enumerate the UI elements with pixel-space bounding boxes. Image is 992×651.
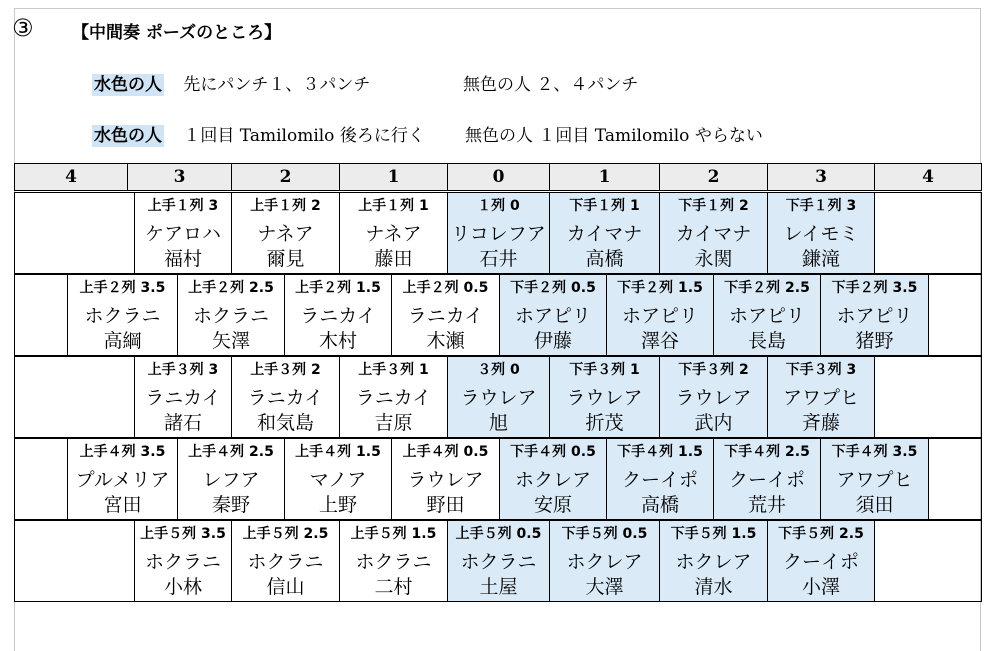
costume-name: ラニカイ	[407, 305, 484, 327]
dancer-name: 清水	[694, 576, 733, 598]
dancer-name: 安原	[533, 494, 572, 516]
position-label: 上手２列 2.5	[188, 280, 274, 296]
position-label: ３列 0	[477, 362, 520, 378]
position-label: 上手３列 1	[358, 362, 429, 378]
costume-name: アワプヒ	[836, 469, 913, 491]
column-header: 0	[447, 163, 550, 191]
dancer-cell	[134, 520, 232, 602]
dancer-cell	[447, 192, 550, 274]
dancer-name: 爾見	[266, 248, 305, 270]
costume-name: ラウレア	[460, 387, 537, 409]
costume-name: ホアピリ	[728, 305, 805, 327]
dancer-name: 旭	[488, 412, 508, 434]
position-label: 上手２列 1.5	[295, 280, 381, 296]
empty-cell	[14, 438, 68, 520]
costume-name: ラウレア	[566, 387, 643, 409]
empty-cell	[874, 520, 982, 602]
dancer-name: 鎌滝	[801, 248, 840, 270]
dancer-cell	[713, 438, 821, 520]
position-label: 上手１列 1	[358, 198, 429, 214]
position-label: 上手３列 2	[250, 362, 321, 378]
formation-table	[14, 163, 980, 599]
dancer-cell	[391, 274, 500, 356]
costume-name: クーイポ	[621, 469, 698, 491]
position-label: 上手５列 1.5	[350, 526, 437, 542]
costume-name: ラニカイ	[355, 387, 432, 409]
dancer-name: 諸石	[163, 412, 202, 434]
empty-cell	[928, 438, 982, 520]
dancer-name: 高綱	[103, 330, 142, 352]
costume-name: ホクレア	[675, 551, 752, 573]
position-label: 下手４列 0.5	[510, 444, 596, 460]
position-label: 下手２列 2.5	[724, 280, 810, 296]
dancer-cell	[339, 356, 448, 438]
costume-name: ホアピリ	[621, 305, 698, 327]
costume-name: ホクレア	[514, 469, 591, 491]
costume-name: ホアピリ	[514, 305, 591, 327]
dancer-cell	[767, 356, 875, 438]
dancer-cell	[659, 520, 768, 602]
costume-name: リコレフア	[451, 223, 546, 245]
column-header: 3	[767, 163, 875, 191]
dancer-cell	[767, 192, 875, 274]
empty-cell	[874, 192, 982, 274]
empty-cell	[14, 520, 135, 602]
costume-name: アワプヒ	[782, 387, 859, 409]
costume-name: ラウレア	[675, 387, 752, 409]
position-label: 下手５列 0.5	[561, 526, 648, 542]
dancer-name: 吉原	[374, 412, 413, 434]
column-header: 1	[339, 163, 448, 191]
dancer-cell	[447, 356, 550, 438]
position-label: 上手２列 0.5	[402, 280, 489, 296]
section-number: ③	[12, 14, 34, 42]
dancer-cell	[820, 438, 929, 520]
dancer-cell	[549, 356, 660, 438]
instruction-text: 先にパンチ１、３パンチ	[183, 75, 371, 95]
dancer-name: 永関	[694, 248, 733, 270]
dancer-cell	[284, 274, 392, 356]
position-label: 上手３列 3	[147, 362, 219, 378]
position-label: 上手１列 3	[147, 198, 219, 214]
empty-cell	[14, 356, 135, 438]
dancer-cell	[713, 274, 821, 356]
dancer-name: 藤田	[374, 248, 413, 270]
costume-name: カイマナ	[566, 223, 643, 245]
position-label: 上手５列 3.5	[140, 526, 226, 542]
dancer-name: 小林	[163, 576, 202, 598]
position-label: 上手４列 0.5	[402, 444, 489, 460]
empty-cell	[928, 274, 982, 356]
dancer-name: 和気島	[256, 412, 314, 434]
dancer-cell	[284, 438, 392, 520]
position-label: 下手２列 0.5	[510, 280, 596, 296]
costume-name: ホクラニ	[355, 551, 432, 573]
costume-name: ラニカイ	[247, 387, 324, 409]
dancer-name: 秦野	[211, 494, 250, 516]
dancer-name: 矢澤	[211, 330, 250, 352]
costume-name: ナネア	[257, 223, 314, 245]
position-label: 下手３列 3	[785, 362, 857, 378]
costume-name: ホクラニ	[247, 551, 324, 573]
position-label: 下手２列 1.5	[617, 280, 703, 296]
dancer-cell	[231, 356, 340, 438]
dancer-cell	[339, 192, 448, 274]
costume-name: ホクレア	[566, 551, 643, 573]
position-label: 上手５列 0.5	[455, 526, 542, 542]
dancer-cell	[231, 192, 340, 274]
costume-name: マノア	[309, 469, 367, 491]
instruction-1-blue	[92, 70, 370, 95]
dancer-cell	[177, 274, 285, 356]
costume-name: ナネア	[365, 223, 422, 245]
costume-name: ホアピリ	[836, 305, 913, 327]
instruction-text: １回目 Tamilomilo 後ろに行く	[183, 126, 425, 146]
dancer-name: 宮田	[103, 494, 142, 516]
dancer-name: 折茂	[585, 412, 624, 434]
dancer-cell	[447, 520, 550, 602]
position-label: 下手５列 2.5	[778, 526, 864, 542]
position-label: 上手４列 2.5	[188, 444, 274, 460]
position-label: 上手５列 2.5	[242, 526, 329, 542]
dancer-cell	[499, 438, 607, 520]
costume-name: カイマナ	[675, 223, 752, 245]
dancer-name: 澤谷	[640, 330, 679, 352]
instruction-1-plain: 無色の人 ２、４パンチ	[463, 75, 639, 95]
dancer-cell	[499, 274, 607, 356]
empty-cell	[14, 192, 135, 274]
position-label: 下手１列 1	[569, 198, 640, 214]
dancer-name: 福村	[163, 248, 202, 270]
costume-name: プルメリア	[75, 469, 170, 491]
dancer-cell	[767, 520, 875, 602]
dancer-cell	[391, 438, 500, 520]
position-label: 下手５列 1.5	[670, 526, 757, 542]
column-header: 2	[659, 163, 768, 191]
column-header: 2	[231, 163, 340, 191]
page-top-border	[14, 8, 980, 9]
dancer-name: 木村	[318, 330, 357, 352]
costume-name: ケアロハ	[144, 223, 221, 245]
dancer-name: 高橋	[640, 494, 679, 516]
dancer-name: 高橋	[585, 248, 624, 270]
costume-name: ホクラニ	[460, 551, 537, 573]
costume-name: クーイポ	[728, 469, 805, 491]
position-label: １列 0	[477, 198, 520, 214]
position-label: 下手３列 2	[678, 362, 749, 378]
dancer-cell	[67, 274, 178, 356]
highlight-label: 水色の人	[94, 126, 162, 146]
dancer-cell	[134, 192, 232, 274]
position-label: 下手３列 1	[569, 362, 640, 378]
dancer-name: 上野	[318, 494, 357, 516]
costume-name: ラニカイ	[300, 305, 376, 327]
position-label: 下手４列 1.5	[617, 444, 703, 460]
column-header: 4	[874, 163, 982, 191]
empty-cell	[14, 274, 68, 356]
dancer-cell	[177, 438, 285, 520]
dancer-name: 野田	[426, 494, 465, 516]
dancer-name: 小澤	[801, 576, 840, 598]
dancer-name: 信山	[266, 576, 305, 598]
costume-name: クーイポ	[782, 551, 859, 573]
instruction-2-plain: 無色の人 １回目 Tamilomilo やらない	[465, 126, 763, 146]
position-label: 下手４列 2.5	[724, 444, 810, 460]
dancer-cell	[606, 438, 714, 520]
highlight-label: 水色の人	[94, 75, 162, 95]
dancer-name: 土屋	[479, 576, 518, 598]
position-label: 上手１列 2	[250, 198, 321, 214]
dancer-name: 木瀬	[426, 330, 465, 352]
dancer-name: 荒井	[747, 494, 786, 516]
position-label: 下手２列 3.5	[831, 280, 918, 296]
position-label: 下手１列 3	[785, 198, 857, 214]
dancer-cell	[549, 192, 660, 274]
position-label: 下手４列 3.5	[831, 444, 918, 460]
dancer-cell	[339, 520, 448, 602]
position-label: 上手４列 3.5	[79, 444, 166, 460]
dancer-name: 長島	[747, 330, 786, 352]
dancer-name: 二村	[374, 576, 413, 598]
column-header: 4	[14, 163, 128, 191]
dancer-name: 猪野	[855, 330, 894, 352]
dancer-name: 大澤	[585, 576, 624, 598]
dancer-name: 伊藤	[533, 330, 572, 352]
section-title: 【中間奏 ポーズのところ】	[72, 23, 282, 43]
dancer-cell	[549, 520, 660, 602]
position-label: 下手１列 2	[678, 198, 749, 214]
dancer-cell	[659, 356, 768, 438]
dancer-cell	[820, 274, 929, 356]
costume-name: ラウレア	[407, 469, 484, 491]
costume-name: レイモミ	[783, 223, 859, 245]
column-header: 3	[127, 163, 232, 191]
costume-name: ホクラニ	[84, 305, 161, 327]
dancer-name: 須田	[855, 494, 894, 516]
costume-name: ホクラニ	[144, 551, 221, 573]
dancer-name: 石井	[479, 248, 518, 270]
costume-name: ホクラニ	[192, 305, 269, 327]
dancer-cell	[606, 274, 714, 356]
dancer-name: 武内	[694, 412, 733, 434]
position-label: 上手４列 1.5	[295, 444, 381, 460]
costume-name: レフア	[202, 469, 260, 491]
costume-name: ラニカイ	[145, 387, 221, 409]
instruction-2-blue	[92, 121, 425, 146]
column-header: 1	[549, 163, 660, 191]
empty-cell	[874, 356, 982, 438]
position-label: 上手２列 3.5	[79, 280, 166, 296]
dancer-cell	[231, 520, 340, 602]
dancer-cell	[659, 192, 768, 274]
dancer-name: 斉藤	[801, 412, 840, 434]
dancer-cell	[67, 438, 178, 520]
dancer-cell	[134, 356, 232, 438]
